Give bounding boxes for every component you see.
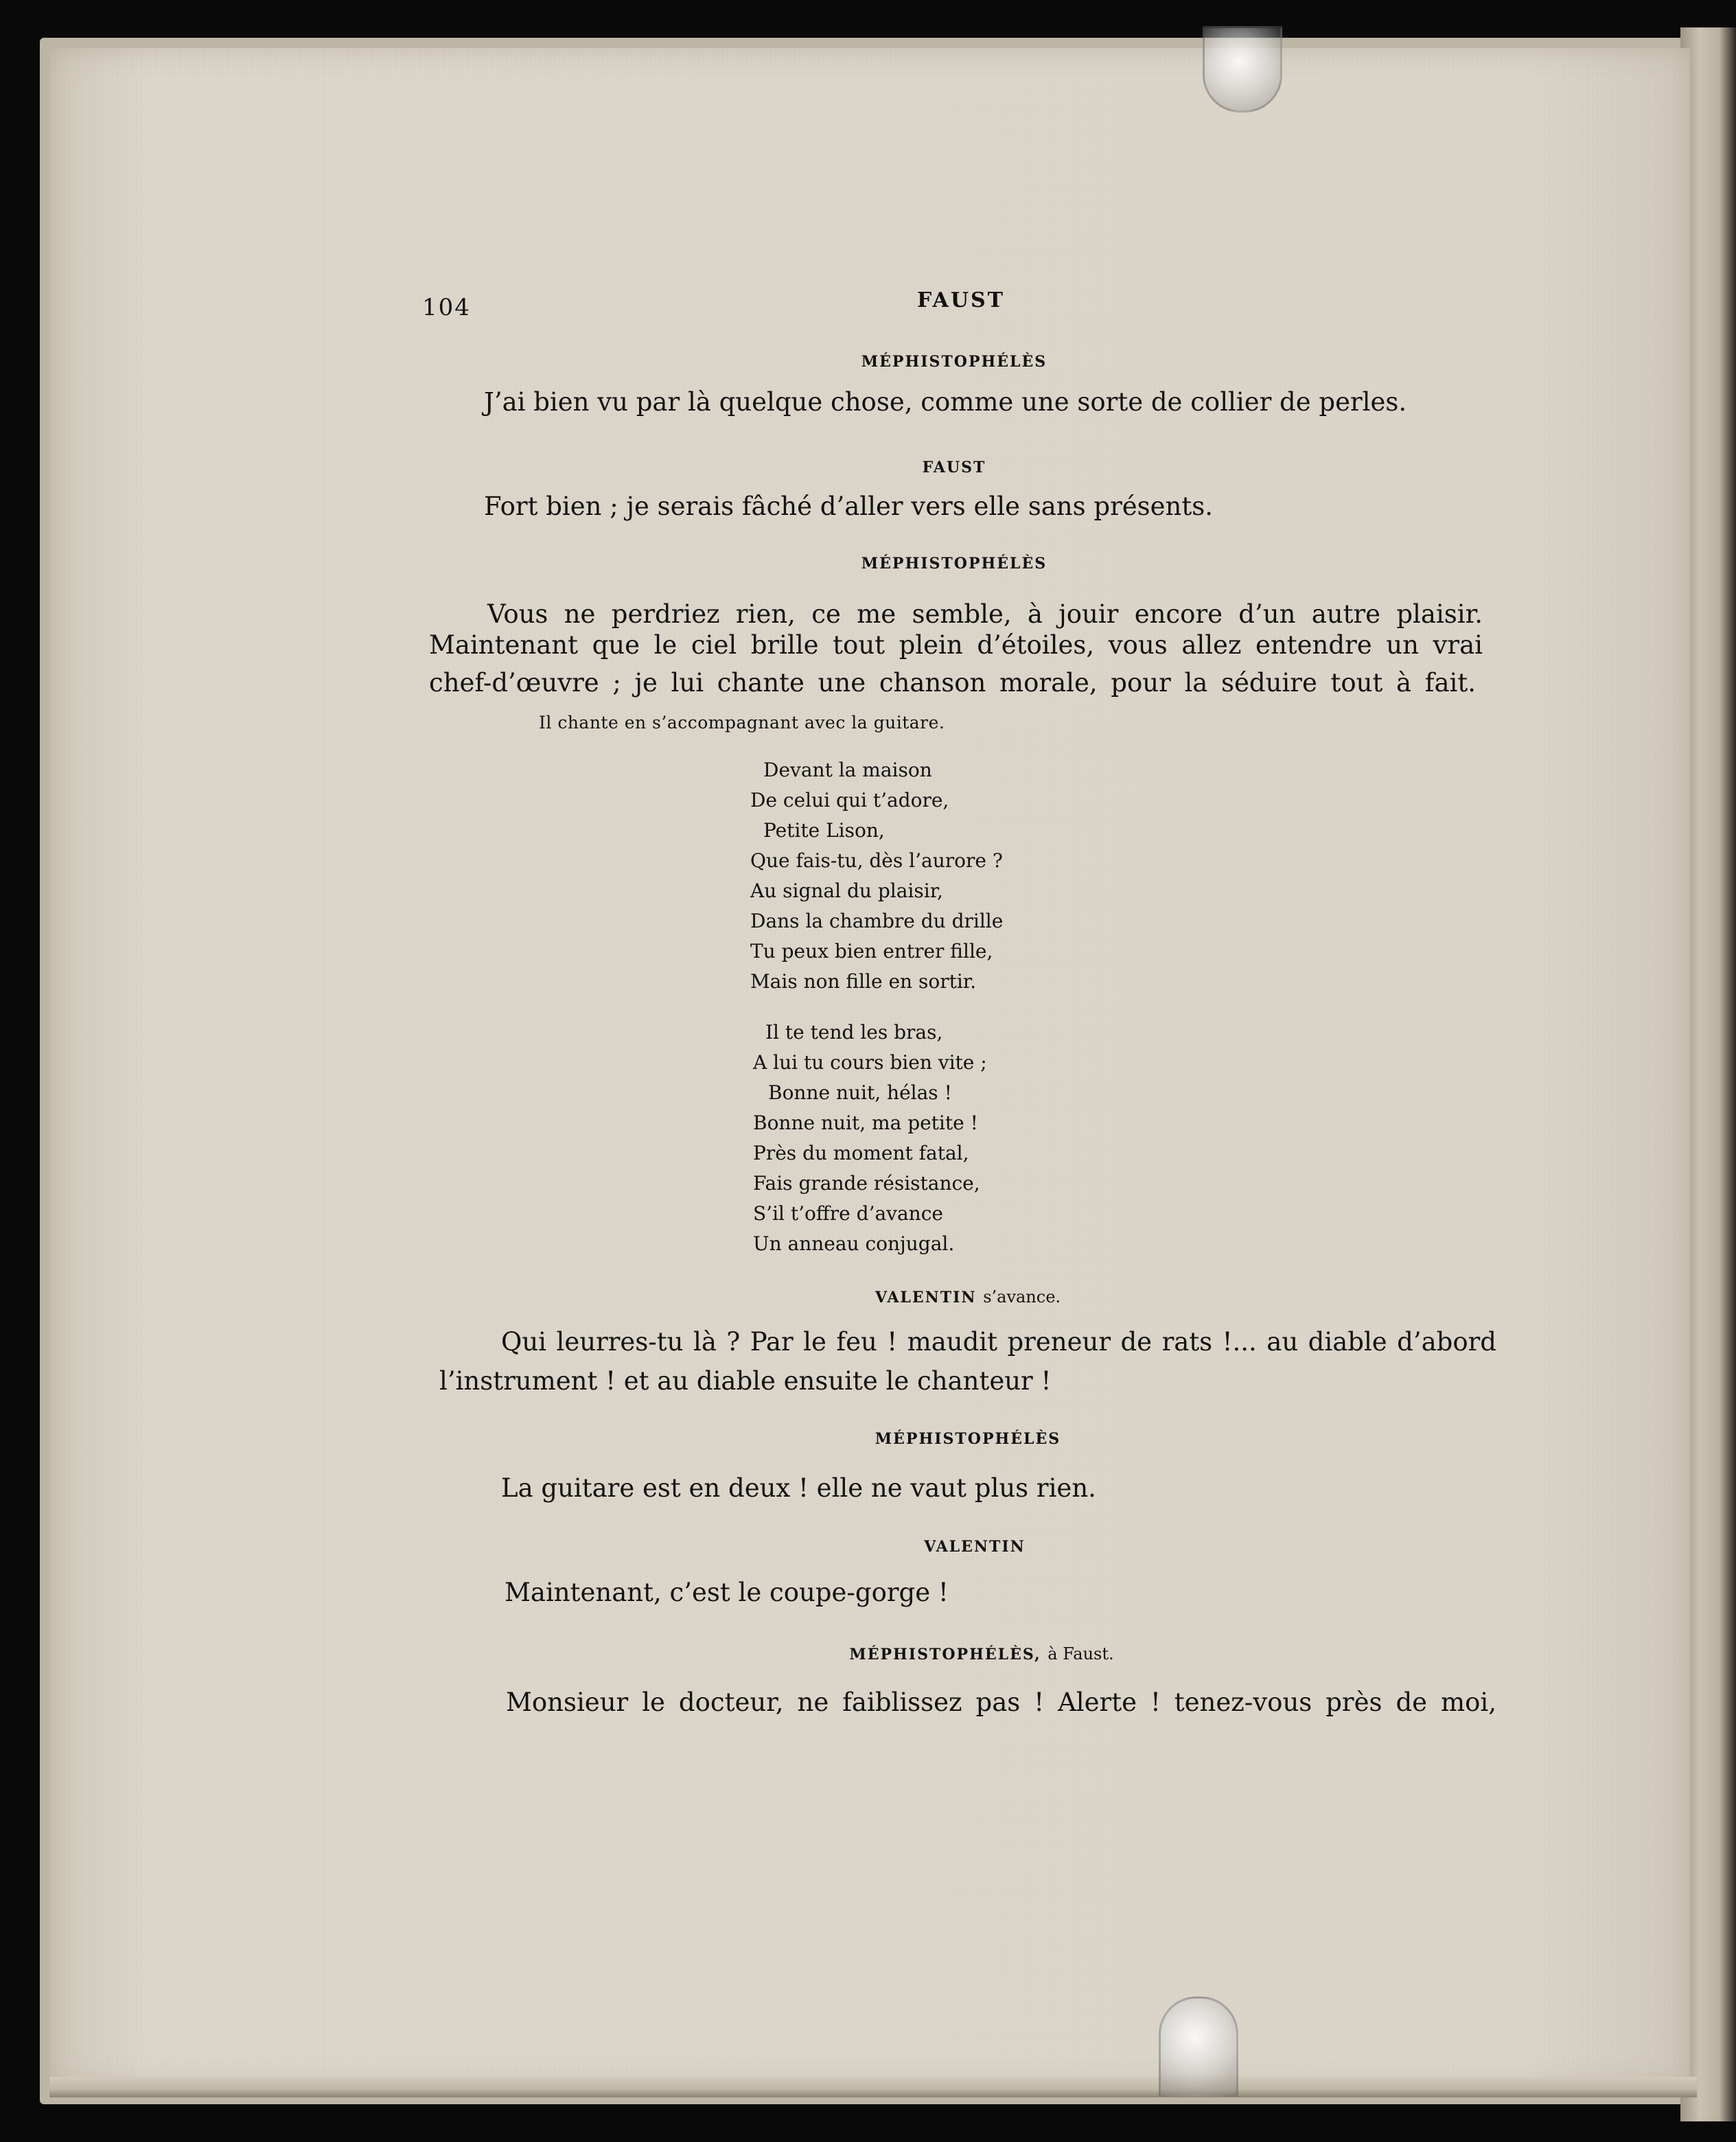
speaker-name: MÉPHISTOPHÉLÈS — [875, 1430, 1061, 1448]
song-stanza — [753, 1017, 987, 1259]
verse-line: Tu peux bien entrer fille, — [750, 940, 993, 963]
verse-line: Que fais-tu, dès l’aurore ? — [750, 849, 1003, 872]
speech-line: Maintenant que le ciel brille tout plein d’étoiles, vous allez entendre un vrai — [429, 630, 1483, 660]
speech-line: chef-d’œuvre ; je lui chante une chanson morale, pour la séduire tout à fait. — [429, 668, 1476, 698]
verse-line: Devant la maison — [763, 759, 932, 781]
page-number: 104 — [422, 294, 471, 321]
page-clip-bottom — [1159, 1996, 1238, 2097]
speech-line: Maintenant, c’est le coupe-gorge ! — [505, 1578, 949, 1607]
stage-direction: à Faust. — [1048, 1644, 1114, 1663]
speaker-name: FAUST — [922, 459, 986, 476]
page-clip-top — [1203, 26, 1282, 113]
verse-line: Un anneau conjugal. — [753, 1232, 955, 1255]
speech-line: J’ai bien vu par là quelque chose, comme une sorte de collier de perles. — [484, 387, 1407, 417]
verse-line: Dans la chambre du drille — [750, 910, 1004, 932]
verse-line: De celui qui t’adore, — [750, 789, 949, 811]
speaker-name: MÉPHISTOPHÉLÈS — [861, 555, 1048, 573]
speaker-name: VALENTIN — [924, 1538, 1026, 1556]
speech-line: La guitare est en deux ! elle ne vaut plus rien. — [501, 1473, 1096, 1503]
verse-line: Fais grande résistance, — [753, 1172, 980, 1195]
verse-line: Bonne nuit, hélas ! — [768, 1081, 952, 1104]
speech-line: l’instrument ! et au diable ensuite le chanteur ! — [439, 1366, 1052, 1396]
stage-direction: Il chante en s’accompagnant avec la guitare. — [539, 713, 945, 733]
speaker-heading — [728, 1287, 1208, 1306]
verse-line: Petite Lison, — [763, 819, 885, 842]
speech-line: Monsieur le docteur, ne faiblissez pas ! Alerte ! tenez-vous près de moi, — [506, 1688, 1496, 1717]
running-head-title: FAUST — [917, 288, 1005, 312]
verse-line: Au signal du plaisir, — [750, 879, 943, 902]
verse-line: Mais non fille en sortir. — [750, 970, 976, 993]
verse-line: Bonne nuit, ma petite ! — [753, 1112, 978, 1134]
speech-line: Qui leurres-tu là ? Par le feu ! maudit preneur de rats !... au diable d’abord — [501, 1327, 1496, 1357]
page-bottom-edge — [49, 2077, 1697, 2097]
verse-line: A lui tu cours bien vite ; — [753, 1051, 987, 1074]
verse-line: S’il t’offre d’avance — [753, 1202, 943, 1225]
speaker-name: MÉPHISTOPHÉLÈS — [861, 353, 1048, 371]
speaker-heading — [741, 1644, 1222, 1663]
verse-line: Il te tend les bras, — [765, 1021, 943, 1044]
speaker-name: VALENTIN — [875, 1289, 977, 1306]
speech-line: Vous ne perdriez rien, ce me semble, à jouir encore d’un autre plaisir. — [487, 599, 1483, 629]
speech-line: Fort bien ; je serais fâché d’aller vers elle sans présents. — [484, 492, 1213, 521]
verse-line: Près du moment fatal, — [753, 1142, 969, 1164]
stage-direction: s’avance. — [983, 1287, 1061, 1306]
song-stanza — [750, 755, 1003, 997]
speaker-name: MÉPHISTOPHÉLÈS, — [849, 1646, 1041, 1663]
